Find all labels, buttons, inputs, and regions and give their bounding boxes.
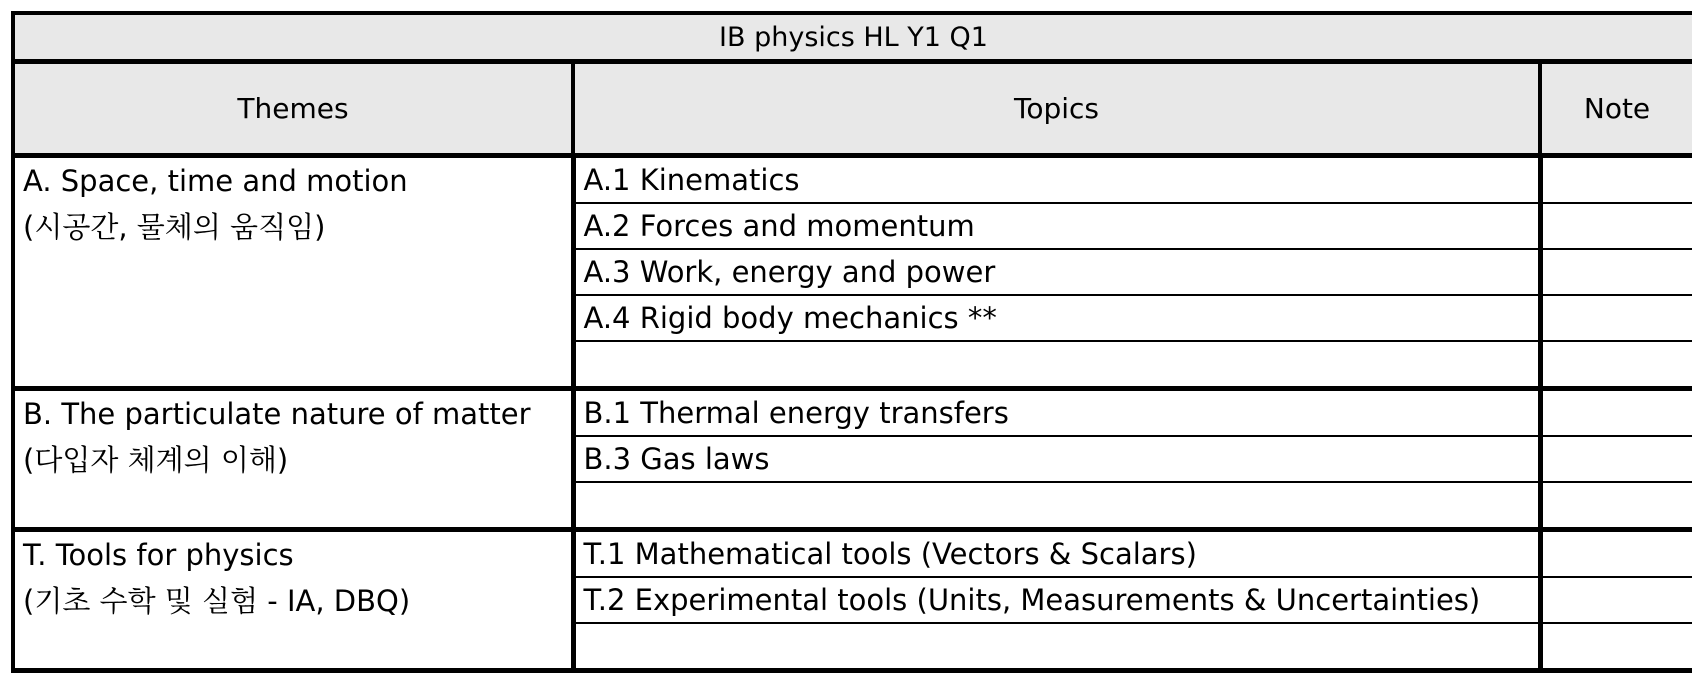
- table-row: [13, 156, 1692, 204]
- topic-cell[interactable]: T.2 Experimental tools (Units, Measurements & Uncertainties): [573, 577, 1540, 623]
- theme-title: B. The particulate nature of matter: [23, 397, 531, 431]
- topic-cell[interactable]: B.3 Gas laws: [573, 436, 1540, 482]
- table-row: [13, 389, 1692, 437]
- topic-cell[interactable]: A.1 Kinematics: [573, 156, 1540, 204]
- note-cell[interactable]: [1540, 249, 1692, 295]
- theme-cell-b[interactable]: [13, 389, 573, 530]
- topic-cell[interactable]: B.1 Thermal energy transfers: [573, 389, 1540, 437]
- topic-cell[interactable]: [573, 341, 1540, 389]
- curriculum-table: [11, 11, 1692, 673]
- topic-cell[interactable]: T.1 Mathematical tools (Vectors & Scalars): [573, 530, 1540, 578]
- note-cell[interactable]: [1540, 156, 1692, 204]
- theme-title: T. Tools for physics: [23, 538, 294, 572]
- theme-cell-a[interactable]: [13, 156, 573, 389]
- topic-cell[interactable]: A.4 Rigid body mechanics **: [573, 295, 1540, 341]
- note-cell[interactable]: [1540, 295, 1692, 341]
- theme-subtitle: (기초 수학 및 실험 - IA, DBQ): [23, 584, 411, 618]
- header-topics[interactable]: Topics: [573, 62, 1540, 156]
- topic-cell[interactable]: [573, 482, 1540, 530]
- topic-cell[interactable]: A.3 Work, energy and power: [573, 249, 1540, 295]
- theme-cell-t[interactable]: [13, 530, 573, 671]
- topic-cell[interactable]: A.2 Forces and momentum: [573, 203, 1540, 249]
- spreadsheet: [11, 11, 1692, 676]
- header-themes[interactable]: Themes: [13, 62, 573, 156]
- theme-subtitle: (다입자 체계의 이해): [23, 443, 289, 477]
- note-cell[interactable]: [1540, 203, 1692, 249]
- note-cell[interactable]: [1540, 623, 1692, 671]
- note-cell[interactable]: [1540, 530, 1692, 578]
- note-cell[interactable]: [1540, 341, 1692, 389]
- table-title[interactable]: IB physics HL Y1 Q1: [13, 13, 1692, 62]
- note-cell[interactable]: [1540, 577, 1692, 623]
- note-cell[interactable]: [1540, 482, 1692, 530]
- theme-subtitle: (시공간, 물체의 움직임): [23, 210, 326, 244]
- header-row: [13, 62, 1692, 156]
- note-cell[interactable]: [1540, 436, 1692, 482]
- note-cell[interactable]: [1540, 389, 1692, 437]
- topic-cell[interactable]: [573, 623, 1540, 671]
- title-row: [13, 13, 1692, 62]
- table-row: [13, 530, 1692, 578]
- theme-title: A. Space, time and motion: [23, 164, 408, 198]
- header-note[interactable]: Note: [1540, 62, 1692, 156]
